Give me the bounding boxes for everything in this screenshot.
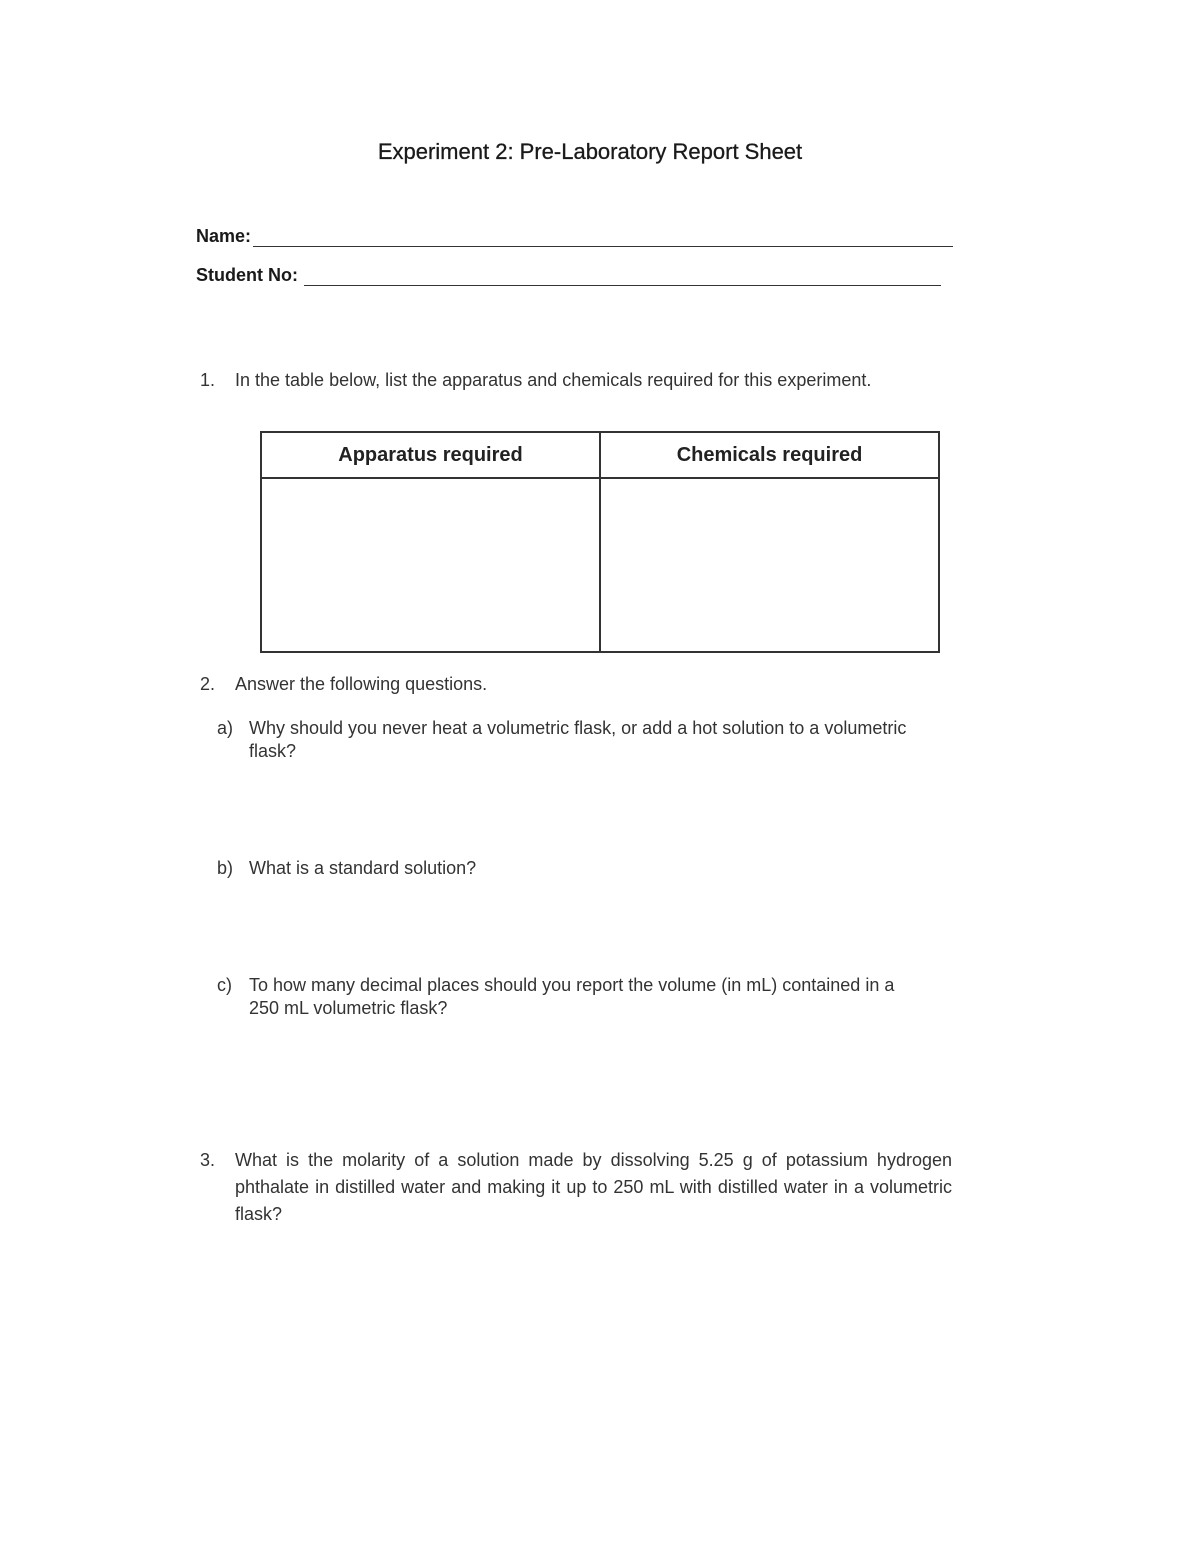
name-blank-line[interactable]	[253, 228, 953, 247]
question-2a	[217, 717, 917, 767]
apparatus-header: Apparatus required	[262, 433, 601, 479]
question-1-text: In the table below, list the apparatus and chemicals required for this experiment.	[235, 370, 872, 390]
student-no-label: Student No:	[196, 265, 298, 285]
chemicals-answer-cell[interactable]	[601, 479, 938, 651]
question-1-number: 1.	[200, 370, 216, 390]
question-3	[200, 1147, 952, 1237]
question-2a-label: a)	[217, 718, 234, 738]
question-2	[200, 671, 960, 701]
page-title: Experiment 2: Pre-Laboratory Report Sheet	[377, 139, 803, 164]
question-1	[200, 367, 960, 397]
requirements-table	[260, 431, 940, 653]
question-3-text: What is the molarity of a solution made by dissolving 5.25 g of potassium hydrogen phthalate in distilled water and making it up to 250 mL with distilled water in a volumetric flask?	[235, 1150, 952, 1224]
student-no-field-row	[196, 265, 941, 286]
name-field-row	[196, 226, 953, 247]
apparatus-answer-cell[interactable]	[262, 479, 601, 651]
question-2c-text: To how many decimal places should you report the volume (in mL) contained in a 250 mL volumetric flask?	[249, 975, 895, 1018]
question-2b-label: b)	[217, 858, 234, 878]
name-label: Name:	[196, 226, 252, 246]
chemicals-header: Chemicals required	[601, 433, 938, 479]
question-2b	[217, 857, 917, 887]
question-2-number: 2.	[200, 674, 216, 694]
question-3-number: 3.	[200, 1150, 216, 1170]
question-2-text: Answer the following questions.	[235, 674, 488, 694]
question-2b-text: What is a standard solution?	[249, 858, 477, 878]
question-2c	[217, 974, 917, 1024]
student-no-blank-line[interactable]	[304, 267, 941, 286]
question-2c-label: c)	[217, 975, 232, 995]
question-2a-text: Why should you never heat a volumetric flask, or add a hot solution to a volumetric flask?	[249, 718, 907, 761]
